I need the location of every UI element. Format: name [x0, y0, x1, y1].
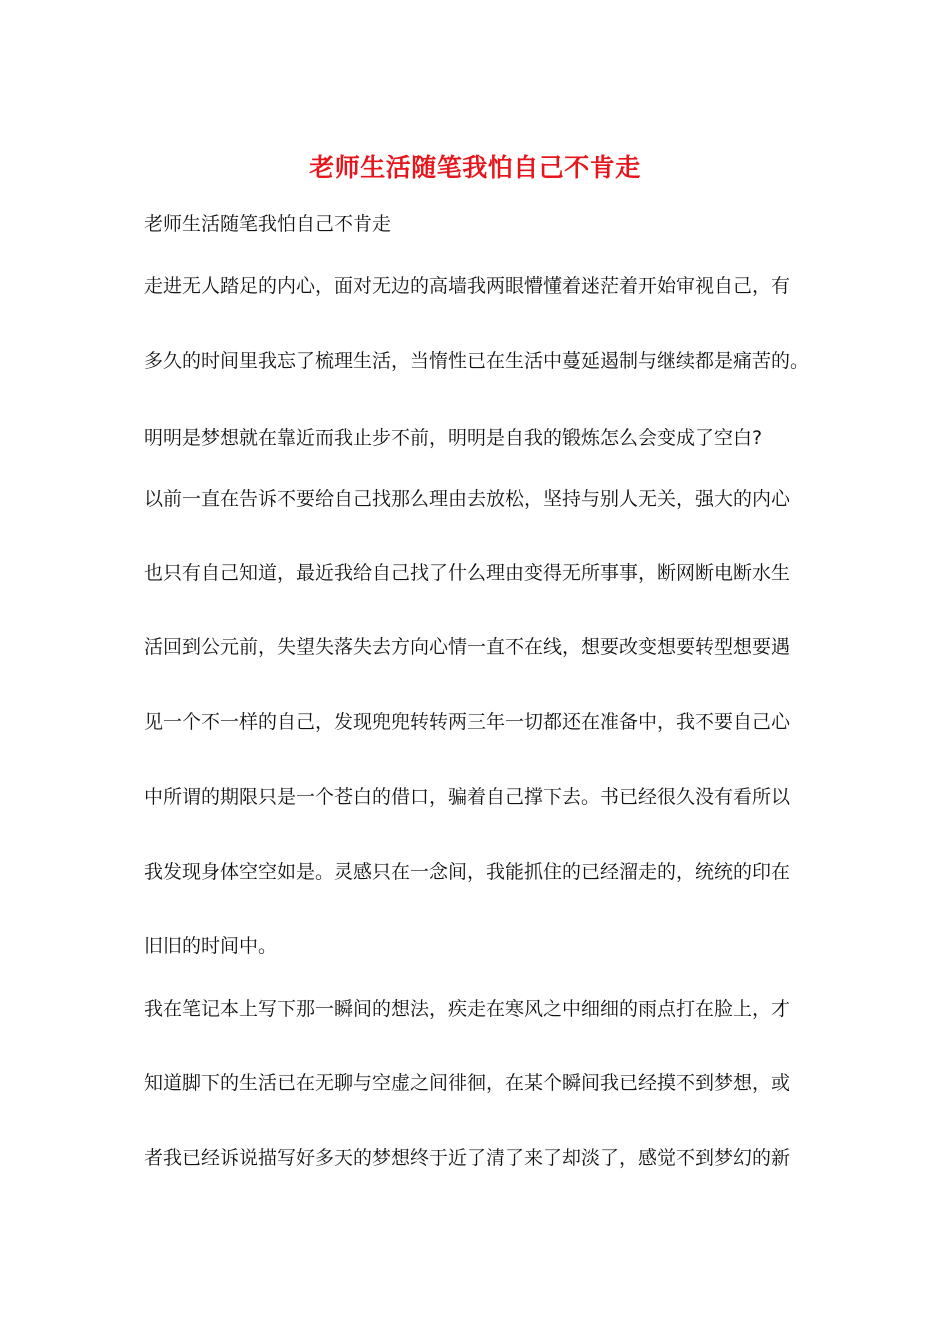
text-line: 我在笔记本上写下那一瞬间的想法，疾走在寒风之中细细的雨点打在脸上，才 [144, 998, 791, 1020]
text-line: 知道脚下的生活已在无聊与空虚之间徘徊，在某个瞬间我已经摸不到梦想，或 [144, 1072, 791, 1094]
text-line: 见一个不一样的自己，发现兜兜转转两三年一切都还在准备中，我不要自己心 [144, 711, 791, 733]
text-line: 明明是梦想就在靠近而我止步不前，明明是自我的锻炼怎么会变成了空白? [144, 427, 763, 449]
text-line: 我发现身体空空如是。灵感只在一念间，我能抓住的已经溜走的，统统的印在 [144, 861, 791, 883]
text-line-subtitle: 老师生活随笔我怕自己不肯走 [144, 213, 392, 235]
text-line: 走进无人踏足的内心，面对无边的高墙我两眼懵懂着迷茫着开始审视自己，有 [144, 275, 791, 297]
text-line: 活回到公元前，失望失落失去方向心情一直不在线，想要改变想要转型想要遇 [144, 636, 791, 658]
document-title: 老师生活随笔我怕自己不肯走 [309, 153, 641, 182]
text-line: 中所谓的期限只是一个苍白的借口，骗着自己撑下去。书已经很久没有看所以 [144, 786, 791, 808]
text-line: 者我已经诉说描写好多天的梦想终于近了清了来了却淡了，感觉不到梦幻的新 [144, 1147, 791, 1169]
text-line: 旧旧的时间中。 [144, 935, 278, 957]
text-line: 多久的时间里我忘了梳理生活，当惰性已在生活中蔓延遏制与继续都是痛苦的。 [144, 350, 810, 372]
text-line: 也只有自己知道，最近我给自己找了什么理由变得无所事事，断网断电断水生 [144, 562, 791, 584]
text-line: 以前一直在告诉不要给自己找那么理由去放松，坚持与别人无关，强大的内心 [144, 488, 791, 510]
